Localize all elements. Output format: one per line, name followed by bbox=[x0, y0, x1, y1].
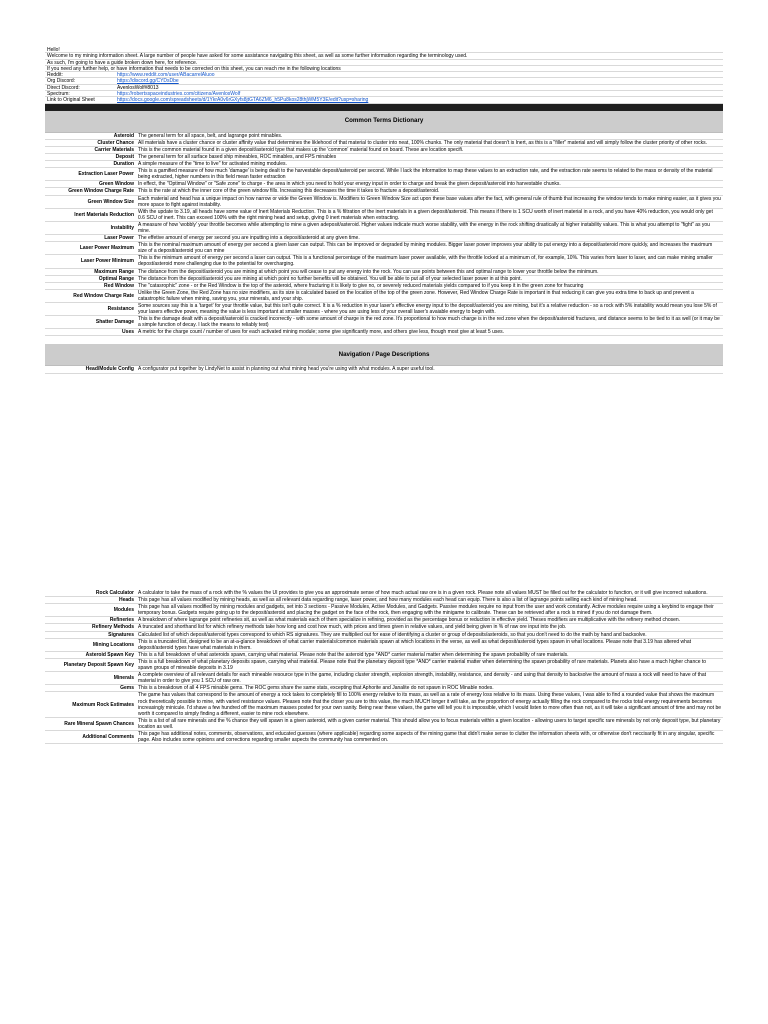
term-definition: This is the minimum amount of energy per second a laser can output. This is a functional percentage of the maximum laser power available, with the throttle locked at a minimum of, for example, 10%. This varies from laser to laser, and can make mining smaller depost/asteroid more challenging due to the potential for overcharging. bbox=[138, 255, 713, 268]
table-row bbox=[45, 731, 723, 744]
term-definition: The distance from the deposit/asteroid you are mining at which point no further benefits will be obtained. You will be able to put all of your selected laser power in at this point. bbox=[138, 275, 522, 282]
term-definition: Unlike the Green Zone, the Red Zone has no size modifiers, as its size is calculated based on the location of the top of the green zone. However, Red Window Charge Rate is important in that reducing it can give you extra time to back up and prevent a catastrophic failure when mining, saving you, your minerals, and your ship. bbox=[138, 289, 694, 302]
term-definition: The "catasrophic" zone - or the Red Window is the top of the asteroid, where fracturing it is likely to give no, or severely reduced materials yields compared to if you keep it in the green zone for fracuring bbox=[138, 282, 584, 289]
intro-label: Welcome to my mining information sheet. A large number of people have asked for some assistance navigating this sheet, as well as some further information regarding the terminology used. bbox=[47, 53, 468, 60]
table-row bbox=[45, 632, 723, 639]
term-definition: This is the nominal maximum amount of energy per second a given laser can output. This can be improved or degraded by mining modules. Bigger laser power improves your ability to put energy into a deposit/asteroid more quickly, and increases the maximum size of a deposit/asteroid you can mine bbox=[138, 242, 713, 255]
term-label: Refineries bbox=[109, 617, 134, 624]
intro-link[interactable]: https://robertsspaceindustries.com/citizens/AvenlosWolf bbox=[117, 91, 241, 98]
term-definition: A measure of how 'wobbly' your throttle becomes while attempting to mine a given adeposit/asteroid. Higher values indicate much worse stability, with the energy in the rock shifting drastically at higher instability values. This is what you attempt to "fight" as you mine. bbox=[138, 221, 710, 234]
term-definition: The effetive amount of energy per second you are inputting into a deposit/asteroid at any given time. bbox=[138, 235, 360, 242]
term-definition: A configurator put together by LindyNet to assist in planning out what mining head you're using with what modules. A super useful tool. bbox=[138, 366, 435, 373]
table-row bbox=[45, 255, 723, 268]
table-row bbox=[45, 692, 723, 717]
intro-label: Link to Original Sheet bbox=[47, 97, 95, 104]
table-row bbox=[45, 283, 723, 290]
term-definition: This is a truncated list, designed to be an at-a-glance breakdown of what carrier materials/common materials spawn at which locations in the verse, as well as what deposit/asteroid types spawn in what locations. Please note that 3.19 has altered what deposit/asteroid types have what materials in them. bbox=[138, 638, 692, 651]
spacer bbox=[45, 336, 723, 344]
table-row bbox=[45, 147, 723, 154]
table-row bbox=[45, 639, 723, 652]
navigation-table bbox=[45, 590, 723, 744]
term-label: Maximum Rock Estimates bbox=[72, 701, 134, 708]
term-label: Minerals bbox=[113, 675, 134, 682]
term-label: Mining Locations bbox=[92, 641, 134, 648]
table-row bbox=[45, 209, 723, 222]
term-label: Shatter Damage bbox=[95, 319, 134, 326]
term-definition: This is the common material found in a given deposit/asteroid type that makes up the 'common' material found on board. These are location specifi. bbox=[138, 146, 464, 153]
term-definition: This is a list of all rare minerals and the % chance they will spawn in a given asteroid, with a given carrier material. This should allow you to focus materials within a given location - allowing users to target specific rare minerals by not only deposit type, but planetary location as well. bbox=[138, 717, 721, 730]
term-definition: Some sources say this is a 'target' for your throttle value, but this isn't quite correct. It is a % reduction in your laser's effective energy input to the deposit/asteroid you are mining, but it's a relative reduction - so a rock with 5% instability would mean you lose 5% of your lasers effective power, meaning the value is less important at smaller masses - where you are using less of your overall laser's avaiable energy to begin with. bbox=[138, 303, 717, 316]
term-label: Additional Comments bbox=[82, 734, 134, 741]
term-definition: A breakdown of where lagrange point refineries sit, as well as what materials each of them specialize in refining, provided as the percentage bonus or reduction in effective yield. Theses modifiers are multiplicative with the refinery method chosen. bbox=[138, 617, 681, 624]
table-row bbox=[45, 276, 723, 283]
term-label: Green Window Charge Rate bbox=[68, 188, 134, 195]
term-definition: This is the damage dealt with a deposit/asteroid is cracked incorrectly - with some amount of charge in the red zone. It's proportional to how much charge is in the red zone when the deposit/asteroid fractures, and distance seems to be tied to it as well (or it may be a simple function of decay. I lack the means to reliably test) bbox=[138, 316, 720, 329]
intro-label: Org Discord: bbox=[47, 78, 76, 85]
table-row bbox=[45, 168, 723, 181]
term-definition: Calculated list of which deposit/asteroid types correspond to which RS signatures. They are multiplied out for ease of identifying a cluster or group of deposits/asteroids, so that you don't need to do the math by hand and backsolve. bbox=[138, 631, 647, 638]
intro-label: Reddit: bbox=[47, 72, 63, 79]
term-label: Asteroid Spawn Key bbox=[85, 651, 134, 658]
term-label: Signatures bbox=[108, 631, 134, 638]
term-label: Planetary Deposit Spawn Key bbox=[63, 661, 134, 668]
intro-label: If you need any further help, or have information that needs to be corrected on this sheet, you can reach me in the following locations bbox=[47, 65, 341, 72]
intro-label: Spectrum: bbox=[47, 91, 70, 98]
table-row bbox=[45, 188, 723, 195]
table-row bbox=[45, 617, 723, 624]
table-row bbox=[45, 133, 723, 140]
info-sheet-continued bbox=[45, 590, 723, 744]
term-definition: A calculator to take the mass of a rock with the % values the UI provides to give you an approximate sense of how much actual raw ore is in a given rock. Please note all values MUST be filled out for the calculator to function, or it will give incorrect valuations. bbox=[138, 590, 708, 596]
term-label: Asteroid bbox=[113, 132, 134, 139]
term-label: Refinery Methods bbox=[92, 624, 134, 631]
dark-divider bbox=[45, 104, 723, 111]
intro-block bbox=[45, 47, 723, 104]
intro-label: Direct Discord: bbox=[47, 84, 80, 91]
navigation-table-top bbox=[45, 366, 723, 373]
terms-table bbox=[45, 133, 723, 337]
table-row bbox=[45, 242, 723, 255]
table-row bbox=[45, 290, 723, 303]
intro-link[interactable]: https://discord.gg/CYDsDbe bbox=[117, 78, 179, 85]
term-definition: A truncated and shorthand list for which refinery methods take how long and cost how much, with prices and times given in relative values, and yield being given in % of raw ore input into the job. bbox=[138, 624, 567, 631]
term-definition: This is a full breakdown of what planetary deposits spawn, carrying what material. Please note that the planetary deposit type *AND* carrier material matter when determining the spawn probability of rare materials. Planets also have a much higher chance to spawn groups of mineable deposits in 3.19 bbox=[138, 658, 707, 672]
table-row bbox=[45, 329, 723, 336]
term-label: Instability bbox=[110, 224, 134, 231]
table-row bbox=[45, 590, 723, 597]
term-definition: This is a full breakdown of what asteroids spawn, carrying what material. Please note that the asteroid type *AND* carrier material matter when determining the spawn probability of rare materials. bbox=[138, 651, 569, 658]
term-definition: All materials have a cluster chance or cluster affinity value that determines the liklehood of that material to cluster into neat, 100% chunks. The only material that doesn't is Inert, as this is a "filler" material and will simply follow the cluster priority of other rocks. bbox=[138, 139, 708, 146]
table-row bbox=[45, 672, 723, 685]
term-label: Modules bbox=[113, 607, 134, 614]
table-row bbox=[45, 196, 723, 209]
term-label: Inert Materials Reduction bbox=[74, 211, 134, 218]
term-label: Green Window Size bbox=[87, 198, 134, 205]
table-row bbox=[45, 161, 723, 168]
table-row bbox=[45, 652, 723, 659]
term-label: Laser Power Maximum bbox=[79, 245, 134, 252]
table-row bbox=[45, 624, 723, 631]
term-definition: A metric for the charge count / number of uses for each activated mining module; some give significantly more, and others give less, though most give at least 5 uses. bbox=[138, 329, 505, 336]
term-definition: The general term for all space, belt, and lagrange point minables. bbox=[138, 132, 283, 139]
term-label: Green Window bbox=[99, 181, 134, 188]
term-label: Laser Power Minimum bbox=[80, 258, 134, 265]
table-row bbox=[45, 140, 723, 147]
term-label: Maximum Range bbox=[94, 268, 134, 275]
table-row bbox=[45, 154, 723, 161]
table-row bbox=[45, 222, 723, 235]
term-label: Cluster Chance bbox=[97, 139, 134, 146]
intro-value: AvenlosWolf#8013 bbox=[117, 84, 159, 91]
table-row bbox=[45, 269, 723, 276]
term-definition: The game has values that correspond to the amount of energy a rock takes to completely fill to 100% energy relative to its mass, as well as a rate of energy loss relative to its mass. Using these values, I was able to find a rounded value that shows the maximum rock theoretically possible to mine, with varied resistance values. Pleases note that the closer you are to this value, the much MUCH longer it will take, as the proportion of energy actually filling the rock compared to the rocks total energy requirements becomes increasingly minicule. I'd shave a few hundred off the maximum masses posted for your own sanity. Being near these values, the game will tell you it is impossible, which I would listen to more often than not, as it will take a significant amount of time and may not be worth it compared to simply finding a different, easier to mine rock elsewhere. bbox=[138, 692, 722, 717]
table-row bbox=[45, 659, 723, 672]
info-sheet bbox=[45, 47, 723, 374]
term-definition: This page has all values modified by mining heads, as well as all relevant data regarding range, laser power, and how many modules each head can equip. There is also a list of lagrange points selling each kind of mining head. bbox=[138, 597, 638, 604]
term-label: Gems bbox=[120, 685, 134, 692]
term-label: Uses bbox=[122, 329, 134, 336]
table-row bbox=[45, 685, 723, 692]
term-label: Head/Module Config bbox=[85, 366, 134, 373]
table-row bbox=[45, 366, 723, 373]
term-label: Rare Mineral Spawn Chances bbox=[64, 720, 134, 727]
term-label: Resistance bbox=[107, 306, 134, 313]
term-label: Laser Power bbox=[104, 235, 134, 242]
term-definition: The distance from the deposit/asteroid you are mining at which point you will cease to put any energy into the rock. You can use points between this and optimal range to lower your throttle below the minimum. bbox=[138, 268, 599, 275]
term-label: Heads bbox=[118, 597, 134, 604]
term-definition: This is a gamified measure of how much 'damage' is being dealt to the harvestable deposit/asteroid per second. While I lack the information to map these values to an extraction rate, and the extraction rate seems to related to the mass or density of the material being extracted, higher numbers in this field mean faster extraction bbox=[138, 168, 713, 181]
term-definition: This is the rate at which the inner core of the green window fills. Increasing this decreases the time it takes to fracture a deposit/asteroid. bbox=[138, 188, 440, 195]
intro-link[interactable]: https://www.reddit.com/user/ABacarrelAluoo bbox=[117, 72, 215, 79]
table-row bbox=[45, 597, 723, 604]
term-definition: The general term for all surface based ship mineables, ROC minables, and FPS minables bbox=[138, 153, 337, 160]
term-definition: This is a breakdown of all 4 FPS minable gems. The ROC gems share the same stats, excepting that Aphorite and Janalite do not spawn in ROC Minable nodes. bbox=[138, 685, 494, 692]
term-definition: This page has all values modified by mining modules and gadgets, set into 3 sections - Passive Modules, Active Modules, and Gadgets. Passive modules require no input from the user and work constantly. Active modules require using a keybind to engage their temporary bonus. Gadgets require going up to the deposit/asteroid and placing the gadget on the face of the rock, then engaging with the minigame to calibrate. These can be retrieved after a rock is mined if you do not damage them. bbox=[138, 604, 714, 617]
intro-link[interactable]: https://docs.google.com/spreadsheets/d/1YkrA0v6rGXyfs8jtGTA6ZM6_h5Pu8kos28thjWM5Y3E/edit?usp=sharing bbox=[117, 97, 369, 104]
term-label: Carrier Materials bbox=[94, 146, 134, 153]
section-header-navigation: Navigation / Page Descriptions bbox=[45, 344, 723, 366]
table-row bbox=[45, 235, 723, 242]
term-label: Red Window bbox=[104, 282, 134, 289]
intro-label: As such, I'm going to have a guide broken down here, for reference. bbox=[47, 59, 198, 66]
term-label: Deposit bbox=[115, 153, 134, 160]
term-label: Rock Calculator bbox=[95, 590, 134, 596]
term-definition: With the update to 3.19, all heads have some value of Inert Materials Reduction. This is a % filtration of the inert materials in a given deposit/asteroid. This means if there is 1 SCU worth of inert material in a rock, and you have 40% reduction, you would only get 0.6 SCU of inert. This can exceed 100% with the right mining head and setup, giving 0 inert materials when extracting. bbox=[138, 208, 713, 221]
term-label: Duration bbox=[113, 161, 134, 168]
intro-label: Hello! bbox=[47, 47, 60, 53]
term-definition: This page has additional notes, comments, observations, and educated guesses (where applicable) regarding some aspects of the mining game that didn't make sense to clutter the information sheets with, or otherwise don't neccisarily fit in any singular, specific page. Also includes some opinions and corrections regarding smaller aspects the community has commented on. bbox=[138, 730, 715, 744]
table-row bbox=[45, 604, 723, 617]
term-label: Extraction Laser Power bbox=[78, 171, 134, 178]
term-label: Red Window Charge Rate bbox=[73, 292, 134, 299]
term-definition: In effect, the "Optimal Window" or "Safe zone" to charge - the area in which you need to hold your energy input in order to charge and break the given deposit/asteroid into harvestable chunks. bbox=[138, 181, 561, 188]
term-label: Optimal Range bbox=[98, 275, 134, 282]
term-definition: A simple measure of the "time to live" for activated mining modules. bbox=[138, 161, 287, 168]
term-definition: Each material and head has a unique impact on how narrow or wide the Green Window is. Modifiers to Green Window Size act upon these base values after the fact, with general rule of thumb that increasing the window tends to make mining easier, as it gives you more space to fight against instability. bbox=[138, 195, 721, 208]
table-row bbox=[45, 316, 723, 329]
section-header-terms: Common Terms Dictionary bbox=[45, 111, 723, 133]
term-definition: A complete overview of all relevant details for each mineable resource type in the game, including cluster strength, explosion strength, instability, resistance, and density - and using that density to backsolve the amount of mass a rock will need to have of that material in order to give you 1 SCU of raw ore. bbox=[138, 672, 706, 685]
table-row bbox=[45, 718, 723, 731]
table-row bbox=[45, 181, 723, 188]
table-row bbox=[45, 303, 723, 316]
